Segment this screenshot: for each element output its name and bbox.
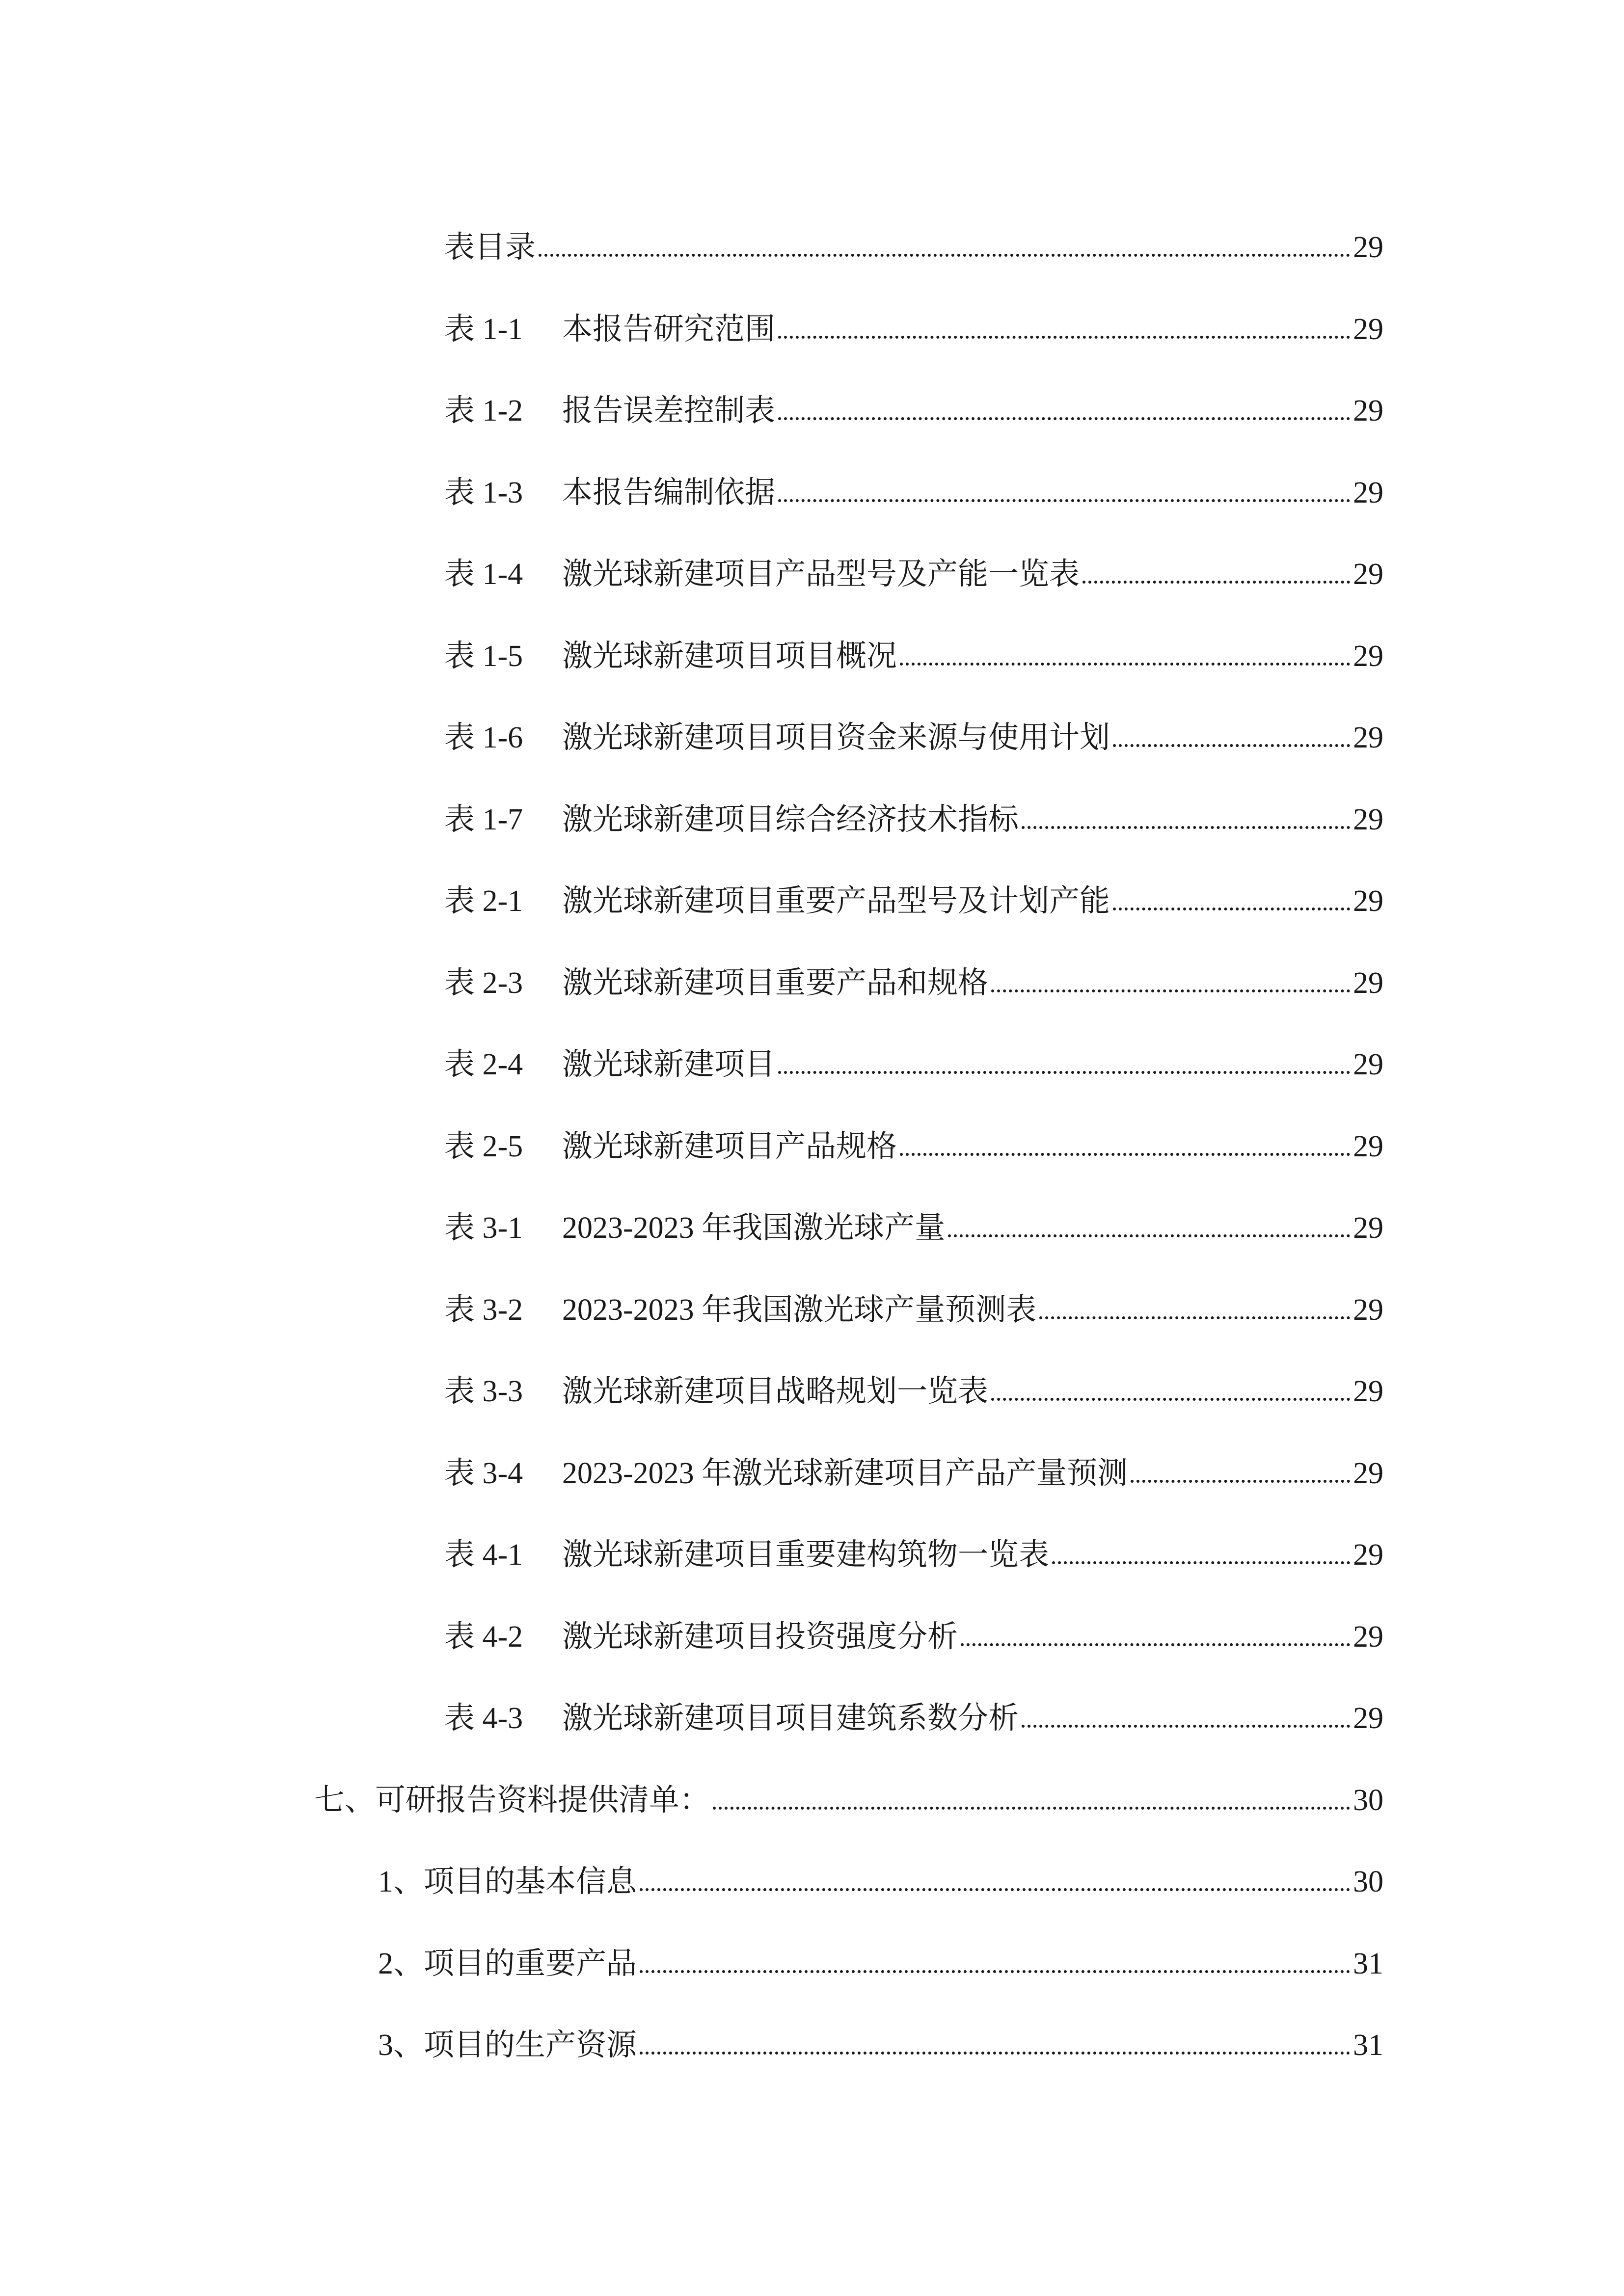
toc-dot-leader [991, 1398, 1350, 1401]
toc-entry-page-number: 29 [1353, 721, 1383, 754]
toc-dot-leader [539, 254, 1350, 257]
toc-entry-page-number: 30 [1353, 1865, 1383, 1898]
toc-dot-leader [778, 1071, 1350, 1074]
toc-entry-page-number: 29 [1353, 558, 1383, 591]
toc-entry-title: 激光球新建项目产品型号及产能一览表 [562, 558, 1080, 591]
toc-entry[interactable] [444, 781, 1383, 835]
toc-entry[interactable] [444, 1189, 1383, 1243]
toc-entry-number: 表 3-4 [444, 1456, 523, 1490]
toc-entry[interactable] [444, 1435, 1383, 1489]
toc-entry-number: 表 2-3 [444, 966, 523, 1000]
toc-entry-title: 表目录 [444, 231, 536, 264]
toc-dot-leader [778, 336, 1350, 339]
toc-entry-page-number: 29 [1353, 1702, 1383, 1735]
toc-entry-title: 激光球新建项目项目建筑系数分析 [562, 1702, 1019, 1735]
toc-entry[interactable] [444, 1680, 1383, 1734]
toc-entry[interactable] [444, 209, 1383, 263]
toc-entry-page-number: 29 [1353, 476, 1383, 509]
toc-entry[interactable] [444, 1516, 1383, 1570]
toc-dot-leader [991, 989, 1350, 992]
toc-entry-title: 2、项目的重要产品 [378, 1947, 637, 1980]
toc-entry[interactable] [444, 1353, 1383, 1407]
toc-entry-number: 表 2-4 [444, 1048, 523, 1081]
toc-dot-leader [1083, 581, 1350, 584]
toc-dot-leader [640, 1888, 1350, 1891]
toc-entry-number: 表 1-5 [444, 639, 523, 673]
toc-entry-page-number: 29 [1353, 639, 1383, 673]
toc-entry-number: 表 3-2 [444, 1293, 523, 1327]
toc-entry-page-number: 29 [1353, 1538, 1383, 1572]
toc-entry-number: 表 3-1 [444, 1211, 523, 1245]
toc-entry[interactable] [444, 1108, 1383, 1162]
toc-entry-title: 激光球新建项目产品规格 [562, 1129, 897, 1163]
toc-entry-title: 2023-2023 年我国激光球产量预测表 [562, 1293, 1037, 1327]
toc-entry[interactable] [444, 944, 1383, 998]
toc-entry-number: 表 4-3 [444, 1702, 523, 1735]
toc-entry-page-number: 29 [1353, 231, 1383, 264]
toc-entry-number: 表 1-1 [444, 312, 523, 346]
toc-dot-leader [778, 499, 1350, 502]
toc-dot-leader [640, 1970, 1350, 1973]
toc-entry-page-number: 29 [1353, 1456, 1383, 1490]
toc-entry-number: 表 1-4 [444, 558, 523, 591]
toc-entry[interactable] [444, 617, 1383, 671]
toc-entry-title: 2023-2023 年我国激光球产量 [562, 1211, 946, 1245]
toc-entry-title: 激光球新建项目项目概况 [562, 639, 897, 673]
toc-entry-title: 3、项目的生产资源 [378, 2029, 637, 2062]
toc-entry-page-number: 29 [1353, 966, 1383, 1000]
toc-entry-page-number: 31 [1353, 2029, 1383, 2062]
toc-dot-leader [961, 1643, 1350, 1646]
toc-entry-page-number: 29 [1353, 884, 1383, 918]
toc-entry-page-number: 29 [1353, 802, 1383, 836]
toc-entry-number: 表 4-1 [444, 1538, 523, 1572]
toc-entry-page-number: 30 [1353, 1783, 1383, 1817]
toc-entry-title: 激光球新建项目综合经济技术指标 [562, 802, 1019, 836]
toc-entry-title: 本报告编制依据 [562, 476, 776, 509]
toc-entry-title: 报告误差控制表 [562, 394, 776, 427]
toc-entry-page-number: 29 [1353, 1293, 1383, 1327]
toc-entry[interactable] [444, 454, 1383, 508]
toc-entry-number: 表 3-3 [444, 1375, 523, 1408]
toc-entry-page-number: 29 [1353, 312, 1383, 346]
toc-entry[interactable] [444, 1271, 1383, 1325]
toc-entry-title: 七、可研报告资料提供清单： [314, 1783, 710, 1817]
toc-entry-page-number: 29 [1353, 394, 1383, 427]
toc-entry-page-number: 29 [1353, 1375, 1383, 1408]
toc-dot-leader [1022, 1725, 1350, 1728]
toc-entry[interactable] [444, 1026, 1383, 1080]
toc-entry[interactable] [378, 1925, 1383, 1979]
toc-entry-title: 激光球新建项目投资强度分析 [562, 1620, 958, 1654]
toc-entry-title: 激光球新建项目重要产品型号及计划产能 [562, 884, 1110, 918]
toc-entry-number: 表 1-3 [444, 476, 523, 509]
toc-entry-title: 激光球新建项目项目资金来源与使用计划 [562, 721, 1110, 754]
toc-entry[interactable] [378, 2006, 1383, 2060]
toc-entry-number: 表 4-2 [444, 1620, 523, 1654]
toc-entry-page-number: 29 [1353, 1129, 1383, 1163]
toc-dot-leader [1039, 1316, 1350, 1319]
toc-entry-page-number: 31 [1353, 1947, 1383, 1980]
toc-entry-number: 表 2-1 [444, 884, 523, 918]
toc-entry[interactable] [444, 699, 1383, 753]
toc-dot-leader [900, 1153, 1350, 1156]
toc-dot-leader [1052, 1561, 1350, 1564]
toc-entry-title: 激光球新建项目重要产品和规格 [562, 966, 989, 1000]
toc-dot-leader [948, 1234, 1350, 1237]
toc-dot-leader [778, 417, 1350, 420]
toc-entry-page-number: 29 [1353, 1211, 1383, 1245]
toc-dot-leader [713, 1807, 1350, 1810]
toc-entry[interactable] [444, 372, 1383, 426]
toc-dot-leader [1022, 826, 1350, 829]
toc-entry[interactable] [444, 1598, 1383, 1652]
toc-entry-title: 激光球新建项目 [562, 1048, 776, 1081]
toc-entry-title: 激光球新建项目重要建构筑物一览表 [562, 1538, 1050, 1572]
toc-dot-leader [900, 663, 1350, 666]
toc-entry-number: 表 1-2 [444, 394, 523, 427]
toc-entry[interactable] [444, 291, 1383, 345]
toc-entry[interactable] [444, 862, 1383, 916]
toc-entry[interactable] [314, 1762, 1383, 1815]
toc-entry-title: 本报告研究范围 [562, 312, 776, 346]
toc-entry-title: 激光球新建项目战略规划一览表 [562, 1375, 989, 1408]
toc-dot-leader [1113, 744, 1350, 747]
toc-dot-leader [1113, 908, 1350, 910]
toc-entry-page-number: 29 [1353, 1048, 1383, 1081]
toc-entry-number: 表 1-6 [444, 721, 523, 754]
toc-entry-number: 表 1-7 [444, 802, 523, 836]
toc-dot-leader [1131, 1480, 1350, 1483]
toc-entry[interactable] [378, 1843, 1383, 1897]
toc-entry[interactable] [444, 535, 1383, 589]
toc-entry-title: 2023-2023 年激光球新建项目产品产量预测 [562, 1456, 1128, 1490]
toc-dot-leader [640, 2052, 1350, 2055]
toc-entry-number: 表 2-5 [444, 1129, 523, 1163]
toc-entry-page-number: 29 [1353, 1620, 1383, 1654]
toc-entry-title: 1、项目的基本信息 [378, 1865, 637, 1898]
